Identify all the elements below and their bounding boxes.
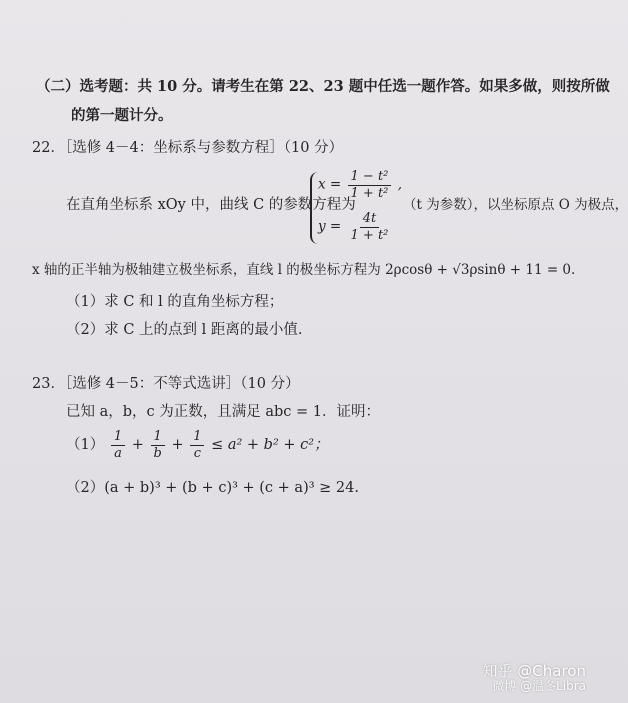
y-fraction	[348, 212, 392, 242]
section-instructions-line1: （二）选考题：共 10 分。请考生在第 22、23 题中任选一题作答。如果多做，则按所做	[36, 78, 610, 95]
x-fraction	[348, 170, 392, 200]
x-equation	[318, 170, 402, 200]
watermark-main: 知乎 @Charon	[482, 662, 586, 681]
q23-part2: （2）(a + b)³ + (b + c)³ + (c + a)³ ≥ 24.	[66, 480, 359, 496]
x-numerator: 1 − t²	[348, 170, 392, 186]
q23-part1-label: （1）	[66, 437, 105, 454]
q23-part1-rhs: ≤ a² + b² + c²；	[211, 437, 329, 454]
y-lhs: y =	[318, 218, 342, 235]
q22-header: 22．［选修 4－4：坐标系与参数方程］（10 分）	[32, 140, 344, 156]
y-numerator: 4t	[360, 212, 380, 228]
watermark-sub: 微博 @温冬Libra	[492, 678, 586, 693]
fraction-1-over-a	[111, 430, 125, 460]
q23-part1	[66, 430, 329, 460]
q22-part2: （2）求 C 上的点到 l 距离的最小值.	[66, 322, 303, 338]
x-lhs: x =	[318, 176, 342, 193]
q23-header: 23．［选修 4－5：不等式选讲］（10 分）	[32, 376, 300, 392]
q22-part1: （1）求 C 和 l 的直角坐标方程；	[66, 294, 284, 310]
q22-intro: 在直角坐标系 xOy 中，曲线 C 的参数方程为	[66, 197, 356, 213]
y-equation	[318, 212, 393, 242]
frac-c-num: 1	[190, 430, 204, 446]
y-denominator: 1 + t²	[350, 227, 389, 243]
x-denominator: 1 + t²	[350, 185, 389, 201]
frac-b-num: 1	[151, 430, 165, 446]
q23-intro: 已知 a，b，c 为正数，且满足 abc = 1．证明：	[66, 404, 381, 420]
plus-sign-2: +	[171, 437, 184, 454]
fraction-1-over-c	[190, 430, 204, 460]
param-note: （t 为参数），以坐标原点 O 为极点，	[403, 197, 628, 213]
watermark	[483, 663, 586, 693]
frac-a-den: a	[114, 445, 122, 461]
plus-sign-1: +	[131, 437, 144, 454]
frac-a-num: 1	[111, 430, 125, 446]
fraction-1-over-b	[151, 430, 165, 460]
x-comma: ,	[397, 176, 402, 193]
section-instructions-line2: 的第一题计分。	[71, 107, 173, 124]
frac-c-den: c	[193, 445, 201, 461]
frac-b-den: b	[153, 445, 162, 461]
q22-line2: x 轴的正半轴为极轴建立极坐标系，直线 l 的极坐标方程为 2ρcosθ + √3ρsinθ + 11 = 0.	[32, 262, 576, 278]
